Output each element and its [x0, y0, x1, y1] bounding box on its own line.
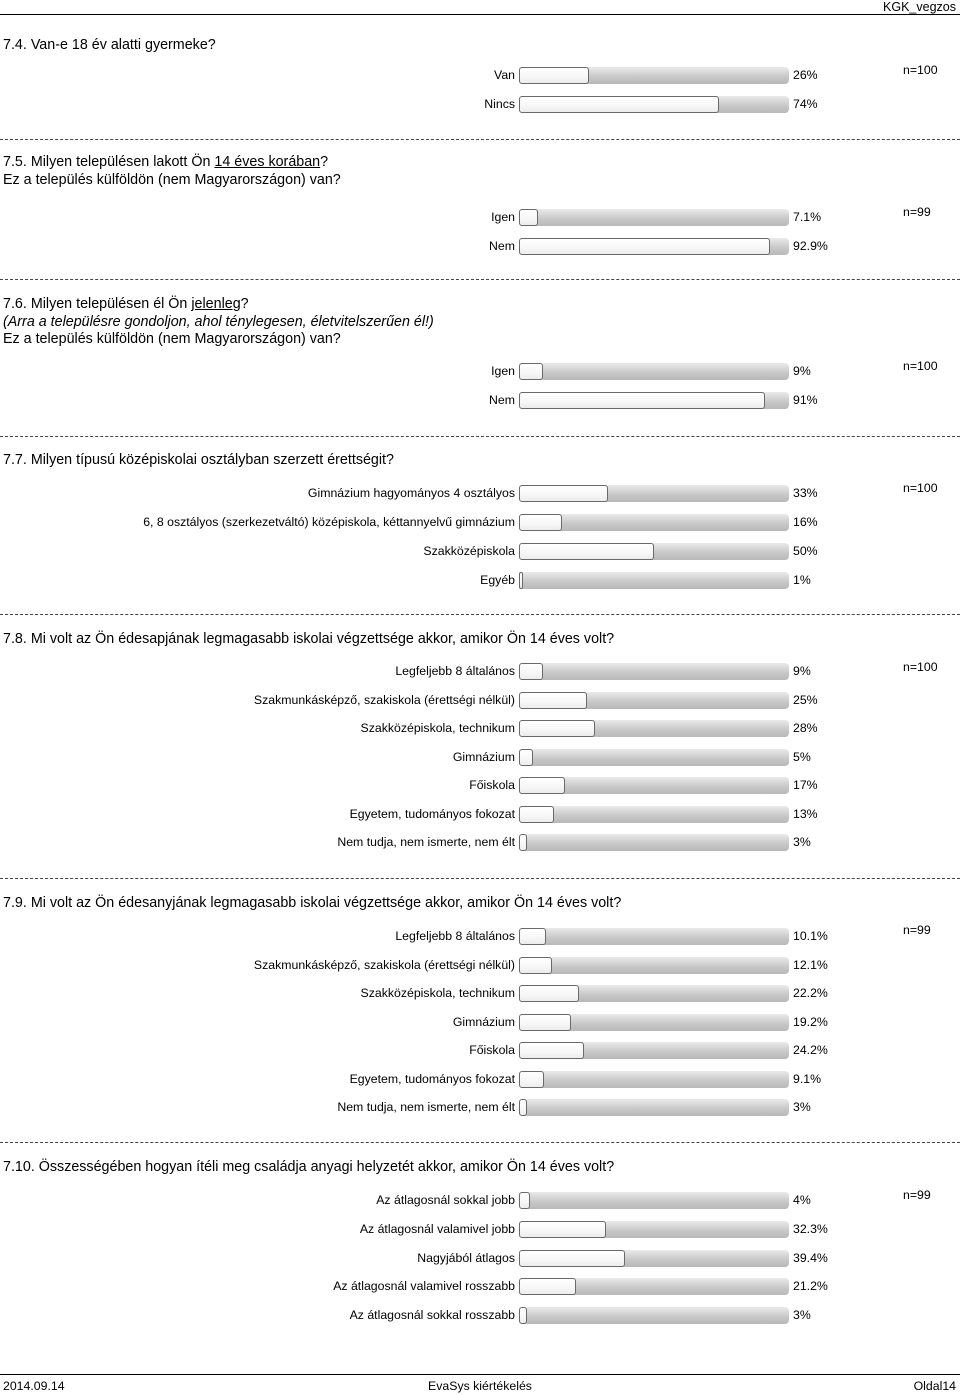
answer-label: Az átlagosnál sokkal jobb [376, 1193, 515, 1207]
answer-label: Nem tudja, nem ismerte, nem élt [337, 835, 515, 849]
question-title-7-7 [3, 452, 394, 470]
answer-percentage: 9% [793, 364, 811, 378]
answer-label: Főiskola [469, 1043, 515, 1057]
footer-divider [0, 1374, 960, 1375]
question-title-part: 7.6. Milyen településen él Ön [3, 296, 192, 312]
percentage-bar-fill [519, 209, 538, 226]
answer-row [0, 542, 960, 562]
footer-page-number: Oldal14 [913, 1379, 956, 1393]
answer-label: Gimnázium [452, 1014, 515, 1029]
percentage-bar-fill [519, 1042, 584, 1059]
percentage-bar-track [519, 692, 789, 709]
percentage-bar-track [519, 777, 789, 794]
percentage-bar-track [519, 96, 789, 113]
percentage-bar-fill [519, 749, 533, 766]
percentage-bar-track [519, 67, 789, 84]
percentage-bar-track [519, 1099, 789, 1116]
percentage-bar-track [519, 1071, 789, 1088]
percentage-bar-fill [519, 1278, 576, 1295]
percentage-bar-fill [519, 1099, 527, 1116]
answer-row [0, 362, 960, 382]
answer-label: Van [494, 68, 515, 82]
percentage-bar-fill [519, 1071, 544, 1088]
answer-percentage: 74% [793, 96, 818, 111]
answer-percentage: 21.2% [793, 1279, 828, 1294]
percentage-bar-fill [519, 96, 719, 113]
answer-row [0, 391, 960, 411]
answer-label: Legfeljebb 8 általános [395, 929, 515, 943]
sample-size: n=100 [903, 359, 938, 373]
answer-row [0, 1249, 960, 1269]
answer-label: Főiskola [469, 778, 515, 792]
answer-row [0, 719, 960, 739]
percentage-bar-fill [519, 1250, 625, 1267]
answer-label: Szakközépiskola, technikum [360, 721, 515, 735]
answer-row [0, 662, 960, 682]
question-title: 7.8. Mi volt az Ön édesapjának legmagasabb iskolai végzettsége akkor, amikor Ön 14 éves volt? [3, 631, 615, 647]
answer-label: Gimnázium hagyományos 4 osztályos [307, 486, 515, 500]
answer-label: Egyéb [480, 573, 515, 587]
sample-size: n=100 [903, 660, 938, 674]
answer-row [0, 1013, 960, 1033]
question-title-line: Ez a település külföldön (nem Magyarországon) van? [3, 171, 341, 188]
percentage-bar-fill [519, 572, 523, 589]
answer-percentage: 33% [793, 486, 818, 500]
percentage-bar-track [519, 572, 789, 589]
sample-size: n=99 [903, 923, 931, 937]
answer-percentage: 19.2% [793, 1014, 828, 1029]
answer-label: Egyetem, tudományos fokozat [349, 1071, 515, 1086]
percentage-bar-fill [519, 543, 654, 560]
answer-row [0, 1098, 960, 1118]
percentage-bar-fill [519, 363, 543, 380]
answer-label: Szakmunkásképző, szakiskola (érettségi nélkül) [253, 957, 515, 972]
answer-row [0, 927, 960, 947]
question-title-part: ? [240, 296, 249, 312]
answer-percentage: 22.2% [793, 986, 828, 1000]
question-title: 7.7. Milyen típusú középiskolai osztályban szerzett érettségit? [3, 452, 394, 468]
percentage-bar-track [519, 485, 789, 502]
question-title-emphasis: jelenleg [191, 296, 241, 312]
percentage-bar-fill [519, 1192, 530, 1209]
question-title-7-6 [3, 296, 434, 349]
percentage-bar-fill [519, 985, 579, 1002]
percentage-bar-track [519, 663, 789, 680]
answer-label: Az átlagosnál sokkal rosszabb [349, 1308, 515, 1323]
answer-percentage: 10.1% [793, 929, 828, 943]
percentage-bar-track [519, 928, 789, 945]
answer-row [0, 1277, 960, 1297]
percentage-bar-fill [519, 928, 546, 945]
percentage-bar-fill [519, 514, 562, 531]
sample-size: n=100 [903, 481, 938, 495]
answer-label: Igen [491, 210, 515, 224]
answer-percentage: 25% [793, 692, 818, 707]
percentage-bar-track [519, 543, 789, 560]
percentage-bar-fill [519, 392, 765, 409]
answer-percentage: 9.1% [793, 1071, 822, 1086]
percentage-bar-track [519, 834, 789, 851]
answer-label: Egyetem, tudományos fokozat [349, 806, 515, 821]
percentage-bar-fill [519, 238, 770, 255]
answer-percentage: 3% [793, 1308, 811, 1323]
answer-row [0, 1041, 960, 1061]
answer-percentage: 9% [793, 664, 811, 678]
answer-label: Gimnázium [452, 749, 515, 764]
question-title-7-9 [3, 895, 621, 913]
percentage-bar-fill [519, 1014, 571, 1031]
answer-row [0, 66, 960, 86]
answer-percentage: 91% [793, 393, 818, 407]
percentage-bar-track [519, 1014, 789, 1031]
question-title-7-4 [3, 37, 216, 55]
question-title: 7.4. Van-e 18 év alatti gyermeke? [3, 37, 216, 53]
percentage-bar-fill [519, 777, 565, 794]
percentage-bar-track [519, 720, 789, 737]
answer-label: Nem [489, 393, 515, 407]
answer-label: Az átlagosnál valamivel rosszabb [333, 1279, 515, 1294]
percentage-bar-track [519, 985, 789, 1002]
answer-row [0, 776, 960, 796]
answer-row [0, 748, 960, 768]
answer-label: Az átlagosnál valamivel jobb [359, 1221, 515, 1236]
answer-row [0, 805, 960, 825]
percentage-bar-track [519, 1250, 789, 1267]
answer-row [0, 484, 960, 504]
percentage-bar-fill [519, 720, 595, 737]
answer-label: Igen [491, 364, 515, 378]
question-title-7-10 [3, 1159, 614, 1177]
percentage-bar-fill [519, 1307, 527, 1324]
section-divider [0, 436, 960, 437]
percentage-bar-track [519, 806, 789, 823]
answer-label: Legfeljebb 8 általános [395, 664, 515, 678]
question-title-part: 7.5. Milyen településen lakott Ön [3, 154, 215, 170]
answer-row [0, 1220, 960, 1240]
percentage-bar-track [519, 957, 789, 974]
answer-percentage: 5% [793, 749, 811, 764]
answer-percentage: 28% [793, 721, 818, 735]
percentage-bar-track [519, 514, 789, 531]
answer-percentage: 1% [793, 573, 811, 587]
percentage-bar-track [519, 238, 789, 255]
percentage-bar-fill [519, 957, 552, 974]
percentage-bar-track [519, 209, 789, 226]
answer-percentage: 39.4% [793, 1250, 828, 1265]
answer-row [0, 1306, 960, 1326]
answer-percentage: 24.2% [793, 1043, 828, 1057]
percentage-bar-track [519, 1307, 789, 1324]
answer-row [0, 956, 960, 976]
percentage-bar-track [519, 1278, 789, 1295]
section-divider [0, 1142, 960, 1143]
answer-percentage: 7.1% [793, 210, 822, 224]
answer-percentage: 32.3% [793, 1221, 828, 1236]
answer-percentage: 16% [793, 515, 818, 529]
question-title-emphasis: 14 éves korában [214, 154, 321, 170]
question-title-7-8 [3, 631, 614, 649]
answer-label: Szakmunkásképző, szakiskola (érettségi nélkül) [253, 692, 515, 707]
percentage-bar-track [519, 363, 789, 380]
percentage-bar-track [519, 1192, 789, 1209]
answer-percentage: 17% [793, 778, 818, 792]
percentage-bar-fill [519, 834, 527, 851]
percentage-bar-track [519, 749, 789, 766]
answer-row [0, 95, 960, 115]
answer-row [0, 1070, 960, 1090]
answer-percentage: 3% [793, 835, 811, 849]
percentage-bar-track [519, 392, 789, 409]
question-title-line: (Arra a településre gondoljon, ahol ténylegesen, életvitelszerűen él!) [3, 313, 434, 330]
question-title-7-5 [3, 154, 341, 189]
question-title-line: Ez a település külföldön (nem Magyarországon) van? [3, 331, 341, 347]
percentage-bar-fill [519, 692, 587, 709]
answer-label: Szakközépiskola, technikum [360, 986, 515, 1000]
answer-label: Nem [489, 239, 515, 253]
percentage-bar-fill [519, 485, 608, 502]
answer-percentage: 12.1% [793, 957, 828, 972]
report-tag: KGK_vegzos [883, 0, 956, 14]
section-divider [0, 139, 960, 140]
answer-row [0, 237, 960, 257]
answer-label: Nagyjából átlagos [417, 1250, 515, 1265]
question-title-part: ? [320, 154, 329, 170]
footer-date: 2014.09.14 [3, 1379, 65, 1393]
percentage-bar-fill [519, 1221, 606, 1238]
answer-row [0, 513, 960, 533]
answer-label: Nem tudja, nem ismerte, nem élt [337, 1100, 515, 1114]
section-divider [0, 614, 960, 615]
percentage-bar-fill [519, 663, 543, 680]
percentage-bar-track [519, 1221, 789, 1238]
percentage-bar-fill [519, 67, 589, 84]
answer-percentage: 4% [793, 1193, 811, 1207]
answer-row [0, 1191, 960, 1211]
footer-title: EvaSys kiértékelés [428, 1379, 532, 1393]
answer-label: Nincs [484, 96, 515, 111]
answer-row [0, 691, 960, 711]
percentage-bar-track [519, 1042, 789, 1059]
sample-size: n=99 [903, 205, 931, 219]
answer-percentage: 92.9% [793, 239, 828, 253]
answer-row [0, 833, 960, 853]
answer-row [0, 984, 960, 1004]
question-title: 7.10. Összességében hogyan ítéli meg családja anyagi helyzetét akkor, amikor Ön 14 éves volt? [3, 1159, 615, 1175]
question-title: 7.9. Mi volt az Ön édesanyjának legmagasabb iskolai végzettsége akkor, amikor Ön 14 éves volt? [3, 895, 622, 911]
answer-percentage: 50% [793, 544, 818, 558]
sample-size: n=100 [903, 63, 938, 77]
section-divider [0, 279, 960, 280]
sample-size: n=99 [903, 1188, 931, 1202]
header-divider [0, 14, 960, 15]
answer-percentage: 26% [793, 68, 818, 82]
section-divider [0, 878, 960, 879]
answer-row [0, 208, 960, 228]
answer-percentage: 13% [793, 806, 818, 821]
answer-label: 6, 8 osztályos (szerkezetváltó) középiskola, kéttannyelvű gimnázium [143, 515, 515, 529]
answer-percentage: 3% [793, 1100, 811, 1114]
answer-row [0, 571, 960, 591]
answer-label: Szakközépiskola [423, 544, 515, 558]
percentage-bar-fill [519, 806, 554, 823]
